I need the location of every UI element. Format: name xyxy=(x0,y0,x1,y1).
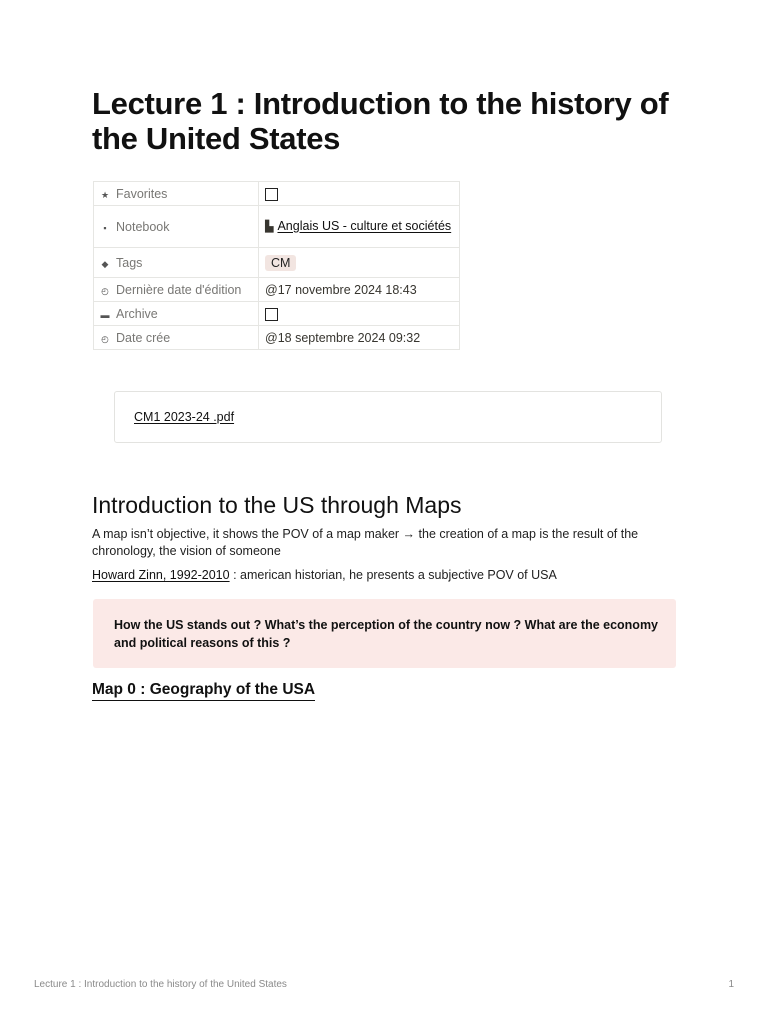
favorites-checkbox[interactable] xyxy=(265,188,278,201)
created-value: @18 septembre 2024 09:32 xyxy=(259,326,460,350)
notebook-emoji-icon: ▙ xyxy=(265,220,274,233)
zinn-text: : american historian, he presents a subjective POV of USA xyxy=(229,568,557,582)
file-attachment[interactable] xyxy=(114,391,662,443)
section-heading: Introduction to the US through Maps xyxy=(92,492,462,518)
notebook-link[interactable]: Anglais US - culture et sociétés xyxy=(277,218,452,233)
tag-icon: ◆ xyxy=(101,258,109,269)
property-row-created xyxy=(94,326,460,350)
property-row-notebook xyxy=(94,206,460,248)
zinn-link[interactable]: Howard Zinn, 1992-2010 xyxy=(92,568,230,582)
properties-table xyxy=(93,181,460,350)
archive-checkbox[interactable] xyxy=(265,308,278,321)
property-row-tags xyxy=(94,248,460,278)
star-icon: ★ xyxy=(100,189,110,200)
footer-title: Lecture 1 : Introduction to the history of the United States xyxy=(34,979,287,990)
paragraph-map-objectivity: A map isn’t objective, it shows the POV of a map maker → the creation of a map is the result of the chronology, the vision of someone xyxy=(92,527,639,558)
file-link[interactable]: CM1 2023-24 .pdf xyxy=(134,410,235,424)
property-label: Date crée xyxy=(116,330,171,345)
property-label: Favorites xyxy=(116,186,168,201)
last-edited-value: @17 novembre 2024 18:43 xyxy=(259,278,460,302)
page-number: 1 xyxy=(728,979,734,990)
paragraph-zinn xyxy=(92,567,680,584)
property-row-archive xyxy=(94,302,460,326)
callout-text: How the US stands out ? What’s the perception of the country now ? What are the economy and political reasons of this ? xyxy=(114,618,659,650)
property-row-favorites xyxy=(94,182,460,206)
subheading-map-0: Map 0 : Geography of the USA xyxy=(92,681,315,701)
clock-icon: ◴ xyxy=(101,333,109,344)
page-title: Lecture 1 : Introduction to the history of the United States xyxy=(92,86,669,156)
property-label: Archive xyxy=(116,306,158,321)
property-label: Dernière date d'édition xyxy=(116,282,242,297)
property-label: Tags xyxy=(116,255,143,270)
clock-icon: ◴ xyxy=(101,285,109,296)
archive-icon: ▬ xyxy=(100,309,110,320)
tag-chip[interactable]: CM xyxy=(265,255,296,271)
notebook-icon: ▪ xyxy=(103,222,107,233)
property-label: Notebook xyxy=(116,219,170,234)
callout-box xyxy=(93,599,676,668)
property-row-last-edited xyxy=(94,278,460,302)
